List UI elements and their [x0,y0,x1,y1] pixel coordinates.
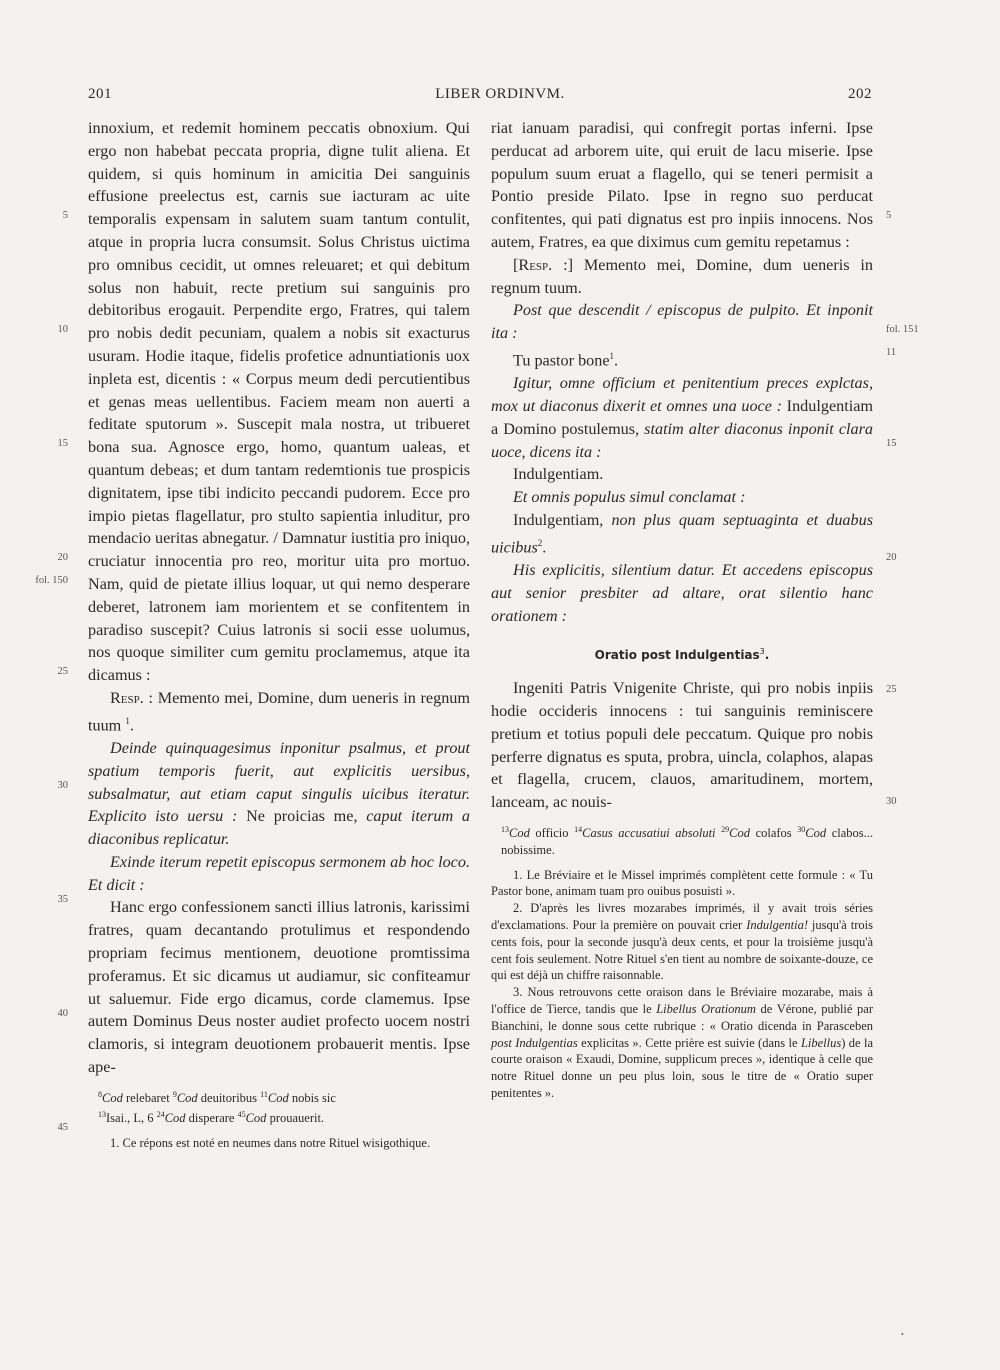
section-heading: Oratio post Indulgentias$^3$. [594,647,770,663]
left-paragraph-1: innoxium, et redemit hominem peccatis obnoxium. Qui ergo non habebat peccata propria, digne tulit aliena. Et quidem, si quis hominum in amicitia Dei sanguinis effusione preelectus est, carnis sue iacturam ac uite temporalis expensam in salutem suam tantum contulit, atque in propria lucra consumsit. Solus Christus uictima pro omnibus cecidit, ut omnes releuaret; et qui debitum solus non habuit, recte pretium sui sanguinis pro debitoribus erogauit. Perpendite ergo, Fratres, qui talem pro nobis dedit pecuniam, qualem a nobis sit exacturus usuram. Hodie itaque, fidelis profetice adnuntiationis uox inpleta est, dicentis : « Corpus meum dedi percutientibus et genas meas uellentibus. Faciem meam non auerti a feditate sputorum ». Suscepit mala nostra, ut tribueret bona sua. Agnosce ergo, homo, quantum ualeas, et quantum debeas; et dum tantam redemtionis tue prospicis dignitatem, ipse tibi indicito peccandi pudorem. Ecce pro impio pietas flagellatur, pro stulto sapientia inluditur, pro mendacio ueritas abnegatur. / Damnatur iustitia pro iniquo, cruciatur innocentia pro reo, moritur uita pro mortuo. Nam, quid de pietate illius loquar, ut qui nemo desperare deberet, latronem iam morientem et se confitentem in paradiso suscepit? Cuius latronis si socii esse uolumus, nos quoque similiter cum gemitu proclamemus, atque ita dicamus : [88,119,470,685]
response-label: Resp. [110,688,144,707]
right-prayer: Ingeniti Patris Vnigenite Christe, qui pro nobis inpiis hodie occideris innocens : tui sanguinis reminiscere pretium et totius populi dele peccatum. Quique pro nobis perferre dignatus es sputa, probra, uincla, colaphos, alapas et flagella, crucem, clauos, amaritudinem, mortem, lanceam, ac nouis- [491,679,873,812]
left-rubric-2: Exinde iterum repetit episcopus sermonem ab hoc loco. Et dicit : [88,852,470,894]
footnote-ref[interactable]: 2 [537,537,543,548]
right-rubric-2: Igitur, omne officium et penitentium preces explctas, mox ut diaconus dixerit et omnes una uoce : Indulgentiam a Domino postulemus, statim alter diaconus inponit clara uoce, dicens ita : [491,374,873,461]
line-number: 10 [57,324,68,335]
left-paragraph-5: Hanc ergo confessionem sancti illius latronis, karissimi fratres, quam decantando protulimus et respondendo propriam fecimus mentionem, deuotione promtissima proferamus. Et sic dicamus ut audiamur, sic confiteamur ut saluemur. Fide ergo dicamus, corde clamemus. Ipse autem Dominus Deus noster audiet profecto uocem nostri clamoris, si integram deuotionem probauerit mentis. Ipse ape- [88,898,470,1077]
right-critical-apparatus: $^{13}$Cod officio $^{14}$Casus accusatiui absoluti $^{29}$Cod colafos $^{30}$Cod clabos... nobissime. [501,824,874,857]
line-number: 20 [57,552,68,563]
right-acclamation-2: Indulgentiam, non plus quam septuaginta et duabus uicibus$^2$. [491,510,874,557]
line-number: 15 [57,438,68,449]
left-response: Resp. : Memento mei, Domine, dum ueneris in regnum tuum $^1$. [88,688,470,735]
footnote-ref[interactable]: 1 [609,350,615,361]
folio-marker: fol. 151 [886,324,919,335]
line-number: 45 [57,1122,68,1133]
footnote-ref[interactable]: 1 [125,715,130,726]
line-number: 35 [57,894,68,905]
left-footnote-1: 1. Ce répons est noté en neumes dans notre Rituel wisigothique. [110,1135,431,1150]
line-number: 25 [57,666,68,677]
line-number: 30 [886,796,897,807]
running-title: LIBER ORDINVM. [435,86,565,102]
line-number: 11 [886,347,897,358]
line-number: 25 [886,684,897,695]
left-critical-apparatus: $^8$Cod relebaret $^9$Cod deuitoribus $^{11}$Cod nobis sic $^{13}$Isai., L, 6 $^{24}$Cod disperare $^{45}$Cod prouauerit. [98,1089,336,1125]
left-column [88,117,470,1152]
folio-marker: fol. 150 [35,575,68,586]
line-number: 5 [62,210,68,221]
footnote-ref[interactable]: 3 [759,647,765,657]
right-response: [Resp. :] Memento mei, Domine, dum ueneris in regnum tuum. [491,255,874,297]
line-number: 20 [886,552,897,563]
right-footnote-3: 3. Nous retrouvons cette oraison dans le Bréviaire mozarabe, mais à l'office de Tierce, tandis que le Libellus Orationum de Vérone, publié par Bianchini, le donne sous cette rubrique : « Oratio dicenda in Parasceben post Indulgentias explicitas ». Cette prière est suivie (dans le Libellus) de la courte oraison « Exaudi, Domine, supplicum preces », identique à celle que notre Rituel donne un peu plus loin, sous le titre de « Oratio super penitentes ». [491,985,874,1100]
right-rubric-4: His explicitis, silentium datur. Et accedens episcopus aut senior presbiter ad altare, orat silentio hanc orationem : [491,560,873,625]
line-number: 30 [57,780,68,791]
right-incipit: Tu pastor bone$^1$. [513,350,619,370]
right-column [491,117,873,1102]
right-rubric-1: Post que descendit / episcopus de pulpito. Et inponit ita : [491,301,873,343]
page-number-left: 201 [88,86,112,102]
line-number: 40 [57,1008,68,1019]
line-number: 5 [886,210,892,221]
right-acclamation: Indulgentiam. [513,465,604,484]
right-paragraph-1: riat ianuam paradisi, qui confregit portas inferni. Ipse perducat ad arborem uite, qui eruit de lacu miserie. Ipse populum suum eruat a flagello, qui se teneri permisit a Pontio preside Pilato. Ipse in regno suo perducat confitentes, qui pati dignatus est pro inpiis innocens. Nos autem, Fratres, ea que diximus cum gemitu repetamus : [491,119,873,251]
line-number: 15 [886,438,897,449]
left-rubric-1: Deinde quinquagesimus inponitur psalmus, et prout spatium temporis fuerit, aut explicitis uersibus, subsalmatur, aut etiam caput singulis uicibus iteratur. Explicito isto uersu : Ne proicias me, caput iterum a diaconibus replicatur. [88,738,470,849]
right-rubric-3: Et omnis populus simul conclamat : [513,488,746,507]
right-footnote-1: 1. Le Bréviaire et le Missel imprimés complètent cette formule : « Tu Pastor bone, animam tuam pro ouibus posuisti ». [491,867,873,899]
right-footnote-2: 2. D'après les livres mozarabes imprimés, il y avait trois séries d'exclamations. Pour la première on pouvait crier Indulgentia! jusqu'à trois cents fois, pour la seconde jusqu'à deux cents, et pour la troisième jusqu'à cent fois seulement. Notre Rituel s'en tient au nombre de soixante-douze, ce qui est déjà un chiffre raisonnable. [491,901,873,983]
page-number-right: 202 [848,86,872,102]
specks: • [901,1330,904,1339]
